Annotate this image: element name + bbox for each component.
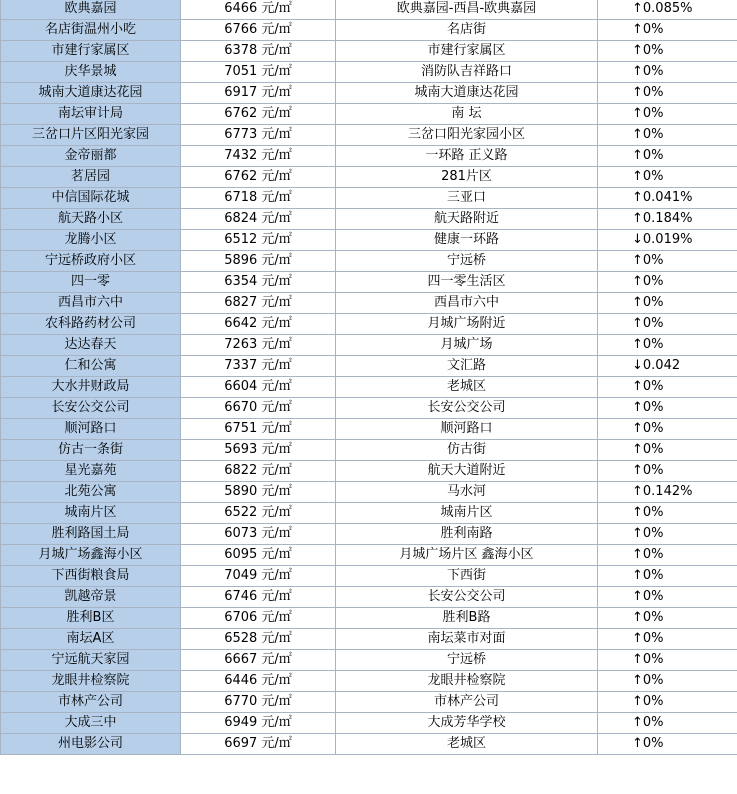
table-row (1, 671, 737, 692)
price-cell: 6378 元/㎡ (181, 41, 336, 62)
trend-cell: ↑0% (598, 125, 737, 146)
table-row (1, 251, 737, 272)
community-name-cell: 宁远航天家园 (1, 650, 181, 671)
trend-cell: ↑0% (598, 566, 737, 587)
location-cell: 宁远桥 (336, 251, 598, 272)
trend-cell: ↑0% (598, 608, 737, 629)
location-cell: 城南大道康达花园 (336, 83, 598, 104)
trend-cell: ↑0% (598, 734, 737, 755)
location-cell: 长安公交公司 (336, 398, 598, 419)
price-cell: 7051 元/㎡ (181, 62, 336, 83)
location-cell: 长安公交公司 (336, 587, 598, 608)
trend-cell: ↑0% (598, 713, 737, 734)
community-name-cell: 仁和公寓 (1, 356, 181, 377)
location-cell: 宁远桥 (336, 650, 598, 671)
community-name-cell: 胜利路国土局 (1, 524, 181, 545)
trend-cell: ↑0% (598, 524, 737, 545)
table-row (1, 419, 737, 440)
community-name-cell: 三岔口片区阳光家园 (1, 125, 181, 146)
trend-cell: ↑0% (598, 461, 737, 482)
table-row (1, 545, 737, 566)
price-cell: 6824 元/㎡ (181, 209, 336, 230)
community-name-cell: 南坛A区 (1, 629, 181, 650)
trend-cell: ↑0% (598, 545, 737, 566)
table-row (1, 20, 737, 41)
price-cell: 7337 元/㎡ (181, 356, 336, 377)
community-name-cell: 星光嘉苑 (1, 461, 181, 482)
table-row (1, 62, 737, 83)
table-row (1, 146, 737, 167)
price-cell: 6706 元/㎡ (181, 608, 336, 629)
community-name-cell: 城南片区 (1, 503, 181, 524)
price-cell: 6762 元/㎡ (181, 167, 336, 188)
location-cell: 月城广场附近 (336, 314, 598, 335)
price-cell: 7432 元/㎡ (181, 146, 336, 167)
trend-cell: ↑0% (598, 398, 737, 419)
table-row (1, 629, 737, 650)
trend-cell: ↑0% (598, 377, 737, 398)
table-row (1, 440, 737, 461)
price-cell: 7263 元/㎡ (181, 335, 336, 356)
price-cell: 6697 元/㎡ (181, 734, 336, 755)
trend-cell: ↑0% (598, 167, 737, 188)
table-row (1, 650, 737, 671)
community-name-cell: 庆华景城 (1, 62, 181, 83)
table-row (1, 104, 737, 125)
community-name-cell: 胜利B区 (1, 608, 181, 629)
location-cell: 西昌市六中 (336, 293, 598, 314)
table-row (1, 713, 737, 734)
location-cell: 大成芳华学校 (336, 713, 598, 734)
price-cell: 6917 元/㎡ (181, 83, 336, 104)
price-cell: 6766 元/㎡ (181, 20, 336, 41)
location-cell: 一环路 正义路 (336, 146, 598, 167)
trend-cell: ↑0.041% (598, 188, 737, 209)
location-cell: 三亚口 (336, 188, 598, 209)
table-row (1, 125, 737, 146)
price-cell: 5693 元/㎡ (181, 440, 336, 461)
price-cell: 6512 元/㎡ (181, 230, 336, 251)
community-name-cell: 宁远桥政府小区 (1, 251, 181, 272)
price-cell: 6718 元/㎡ (181, 188, 336, 209)
location-cell: 健康一环路 (336, 230, 598, 251)
community-name-cell: 北苑公寓 (1, 482, 181, 503)
community-name-cell: 西昌市六中 (1, 293, 181, 314)
table-body (1, 0, 737, 755)
trend-cell: ↑0% (598, 83, 737, 104)
table-row (1, 0, 737, 20)
price-cell: 6770 元/㎡ (181, 692, 336, 713)
location-cell: 市建行家属区 (336, 41, 598, 62)
price-cell: 6670 元/㎡ (181, 398, 336, 419)
location-cell: 市林产公司 (336, 692, 598, 713)
table-row (1, 482, 737, 503)
location-cell: 四一零生活区 (336, 272, 598, 293)
location-cell: 航天路附近 (336, 209, 598, 230)
community-name-cell: 大成三中 (1, 713, 181, 734)
location-cell: 名店街 (336, 20, 598, 41)
table-row (1, 167, 737, 188)
location-cell: 马水河 (336, 482, 598, 503)
price-cell: 6354 元/㎡ (181, 272, 336, 293)
trend-cell: ↑0% (598, 62, 737, 83)
community-name-cell: 四一零 (1, 272, 181, 293)
trend-cell: ↑0% (598, 104, 737, 125)
price-cell: 6751 元/㎡ (181, 419, 336, 440)
trend-cell: ↓0.042 (598, 356, 737, 377)
price-cell: 5896 元/㎡ (181, 251, 336, 272)
location-cell: 三岔口阳光家园小区 (336, 125, 598, 146)
trend-cell: ↑0% (598, 629, 737, 650)
community-name-cell: 大水井财政局 (1, 377, 181, 398)
price-cell: 6522 元/㎡ (181, 503, 336, 524)
location-cell: 仿古街 (336, 440, 598, 461)
trend-cell: ↑0% (598, 251, 737, 272)
price-cell: 6822 元/㎡ (181, 461, 336, 482)
price-cell: 6095 元/㎡ (181, 545, 336, 566)
location-cell: 消防队吉祥路口 (336, 62, 598, 83)
table-row (1, 314, 737, 335)
trend-cell: ↑0% (598, 671, 737, 692)
location-cell: 航天大道附近 (336, 461, 598, 482)
location-cell: 文汇路 (336, 356, 598, 377)
community-name-cell: 市建行家属区 (1, 41, 181, 62)
price-cell: 6773 元/㎡ (181, 125, 336, 146)
community-name-cell: 龙眼井检察院 (1, 671, 181, 692)
table-row (1, 41, 737, 62)
trend-cell: ↑0% (598, 314, 737, 335)
price-cell: 5890 元/㎡ (181, 482, 336, 503)
location-cell: 胜利B路 (336, 608, 598, 629)
location-cell: 老城区 (336, 734, 598, 755)
table-row (1, 188, 737, 209)
price-cell: 6604 元/㎡ (181, 377, 336, 398)
trend-cell: ↑0% (598, 335, 737, 356)
location-cell: 下西街 (336, 566, 598, 587)
location-cell: 老城区 (336, 377, 598, 398)
community-name-cell: 中信国际花城 (1, 188, 181, 209)
location-cell: 281片区 (336, 167, 598, 188)
community-name-cell: 名店街温州小吃 (1, 20, 181, 41)
price-cell: 6642 元/㎡ (181, 314, 336, 335)
price-cell: 6949 元/㎡ (181, 713, 336, 734)
trend-cell: ↑0% (598, 587, 737, 608)
price-cell: 6762 元/㎡ (181, 104, 336, 125)
trend-cell: ↑0.085% (598, 0, 737, 20)
trend-cell: ↑0% (598, 20, 737, 41)
trend-cell: ↑0% (598, 692, 737, 713)
community-name-cell: 市林产公司 (1, 692, 181, 713)
community-name-cell: 茗居园 (1, 167, 181, 188)
community-name-cell: 城南大道康达花园 (1, 83, 181, 104)
price-cell: 6073 元/㎡ (181, 524, 336, 545)
price-cell: 6746 元/㎡ (181, 587, 336, 608)
trend-cell: ↑0.184% (598, 209, 737, 230)
location-cell: 南坛菜市对面 (336, 629, 598, 650)
trend-cell: ↑0% (598, 41, 737, 62)
location-cell: 月城广场片区 鑫海小区 (336, 545, 598, 566)
community-name-cell: 欧典嘉园 (1, 0, 181, 20)
location-cell: 胜利南路 (336, 524, 598, 545)
community-name-cell: 金帝丽都 (1, 146, 181, 167)
table-row (1, 377, 737, 398)
community-name-cell: 顺河路口 (1, 419, 181, 440)
trend-cell: ↑0% (598, 419, 737, 440)
trend-cell: ↑0% (598, 440, 737, 461)
price-cell: 6827 元/㎡ (181, 293, 336, 314)
community-name-cell: 仿古一条街 (1, 440, 181, 461)
community-name-cell: 月城广场鑫海小区 (1, 545, 181, 566)
price-cell: 6446 元/㎡ (181, 671, 336, 692)
table-row (1, 587, 737, 608)
location-cell: 南 坛 (336, 104, 598, 125)
community-name-cell: 航天路小区 (1, 209, 181, 230)
table-row (1, 566, 737, 587)
community-name-cell: 州电影公司 (1, 734, 181, 755)
location-cell: 城南片区 (336, 503, 598, 524)
community-name-cell: 长安公交公司 (1, 398, 181, 419)
table-row (1, 230, 737, 251)
trend-cell: ↑0% (598, 650, 737, 671)
price-cell: 6528 元/㎡ (181, 629, 336, 650)
community-name-cell: 下西街粮食局 (1, 566, 181, 587)
community-name-cell: 南坛审计局 (1, 104, 181, 125)
location-cell: 龙眼井检察院 (336, 671, 598, 692)
table-row (1, 272, 737, 293)
table-row (1, 608, 737, 629)
community-name-cell: 龙腾小区 (1, 230, 181, 251)
location-cell: 月城广场 (336, 335, 598, 356)
table-row (1, 83, 737, 104)
trend-cell: ↑0% (598, 146, 737, 167)
table-row (1, 356, 737, 377)
trend-cell: ↑0% (598, 503, 737, 524)
trend-cell: ↑0% (598, 272, 737, 293)
table-row (1, 692, 737, 713)
trend-cell: ↑0.142% (598, 482, 737, 503)
table-row (1, 461, 737, 482)
community-name-cell: 农科路药材公司 (1, 314, 181, 335)
trend-cell: ↓0.019% (598, 230, 737, 251)
table-row (1, 524, 737, 545)
table-row (1, 335, 737, 356)
community-name-cell: 达达春天 (1, 335, 181, 356)
table-row (1, 503, 737, 524)
location-cell: 顺河路口 (336, 419, 598, 440)
trend-cell: ↑0% (598, 293, 737, 314)
location-cell: 欧典嘉园-西昌-欧典嘉园 (336, 0, 598, 20)
price-cell: 6466 元/㎡ (181, 0, 336, 20)
table-row (1, 293, 737, 314)
community-name-cell: 凯越帝景 (1, 587, 181, 608)
table-row (1, 398, 737, 419)
table-row (1, 209, 737, 230)
table-row (1, 734, 737, 755)
price-cell: 6667 元/㎡ (181, 650, 336, 671)
price-cell: 7049 元/㎡ (181, 566, 336, 587)
